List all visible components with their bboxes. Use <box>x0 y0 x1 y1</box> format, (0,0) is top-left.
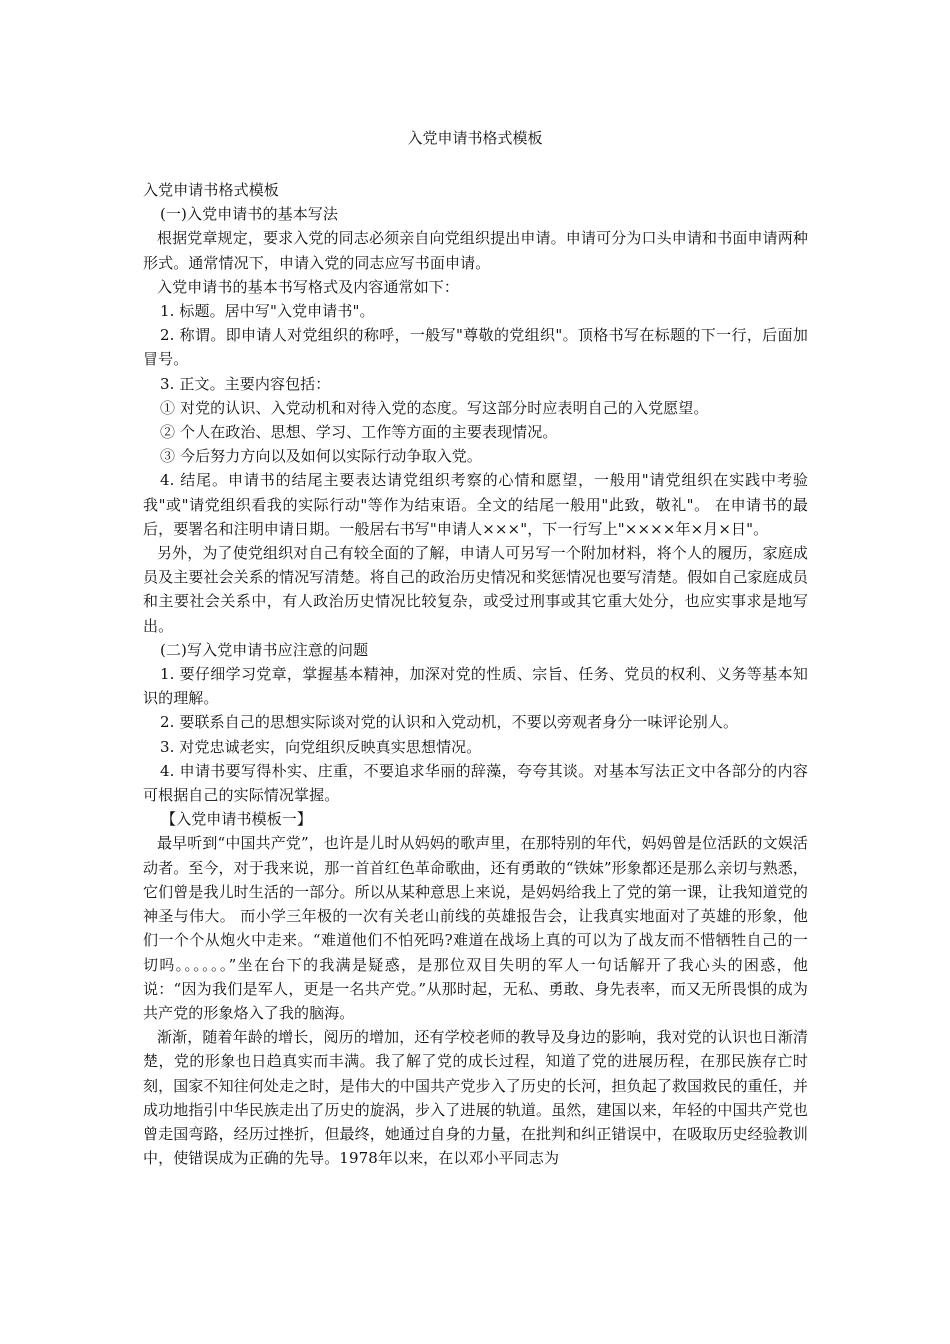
template-heading: 【入党申请书模板一】 <box>161 810 313 829</box>
list-item: 2. 要联系自己的思想实际谈对党的认识和入党动机，不要以旁观者身分一味评论别人。 <box>160 713 739 732</box>
list-item: ② 个人在政治、思想、学习、工作等方面的主要表现情况。 <box>160 423 558 442</box>
list-item: ③ 今后努力方向以及如何以实际行动争取入党。 <box>160 447 482 466</box>
document-title: 入党申请书格式模板 <box>407 129 543 147</box>
paragraph: 根据党章规定，要求入党的同志必须亲自向党组织提出申请。申请可分为口头申请和书面申请两种形式。通常情况下，申请入党的同志应写书面申请。 <box>143 229 808 272</box>
list-item: 3. 正文。主要内容包括： <box>160 374 331 393</box>
document-body <box>143 178 808 1170</box>
paragraph: 最早听到“中国共产党”，也许是儿时从妈妈的歌声里，在那特别的年代，妈妈曾是位活跃的文娱活动者。至今，对于我来说，那一首首红色革命歌曲，还有勇敢的“铁妹”形象都还是那么亲切与熟悉，它们曾是我儿时生活的一部分。所以从某种意思上来说，是妈妈给我上了党的第一课，让我知道党的神圣与伟大。 而小学三年极的一次有关老山前线的英雄报告会，让我真实地面对了英雄的形象，他们一个个从炮火中走来。“难道他们不怕死吗?难道在战场上真的可以为了战友而不惜牺牲自己的一切吗。。。。。。”坐在台下的我满是疑惑，是那位双目失明的军人一句话解开了我心头的困惑，他说：“因为我们是军人，更是一名共产党。”从那时起，无私、勇敢、身先表率，而又无所畏惧的成为共产党的形象烙入了我的脑海。 <box>143 834 808 1022</box>
list-item: 3. 对党忠诚老实，向党组织反映真实思想情况。 <box>160 737 482 756</box>
list-item: 2. 称谓。即申请人对党组织的称呼，一般写"尊敬的党组织"。顶格书写在标题的下一行，后面加冒号。 <box>143 326 808 369</box>
section-heading-2: (二)写入党申请书应注意的问题 <box>160 640 369 659</box>
body-heading: 入党申请书格式模板 <box>143 181 279 199</box>
section-heading-1: (一)入党申请书的基本写法 <box>160 205 339 224</box>
paragraph: 渐渐，随着年龄的增长，阅历的增加，还有学校老师的教导及身边的影响，我对党的认识也日渐清楚，党的形象也日趋真实而丰满。我了解了党的成长过程，知道了党的进展历程，在那民族存亡时刻，国家不知往何处走之时，是伟大的中国共产党步入了历史的长河，担负起了救国救民的重任，并成功地指引中华民族走出了历史的旋涡，步入了进展的轨道。虽然，建国以来，年轻的中国共产党也曾走国弯路，经历过挫折，但最终，她通过自身的力量，在批判和纠正错误中，在吸取历史经验教训中，使错误成为正确的先导。1978年以来，在以邓小平同志为 <box>143 1028 808 1168</box>
paragraph: 另外，为了使党组织对自己有较全面的了解，申请人可另写一个附加材料，将个人的履历，家庭成员及主要社会关系的情况写清楚。将自己的政治历史情况和奖惩情况也要写清楚。假如自己家庭成员和主要社会关系中，有人政治历史情况比较复杂，或受过刑事或其它重大处分，也应实事求是地写出。 <box>143 544 808 635</box>
paragraph: 入党申请书的基本书写格式及内容通常如下： <box>157 277 460 296</box>
list-item: 1. 要仔细学习党章，掌握基本精神，加深对党的性质、宗旨、任务、党员的权利、义务等基本知识的理解。 <box>143 665 808 708</box>
list-item: 4. 申请书要写得朴实、庄重，不要追求华丽的辞藻，夸夸其谈。对基本写法正文中各部分的内容可根据自己的实际情况掌握。 <box>143 761 808 805</box>
list-item: 1. 标题。居中写"入党申请书"。 <box>160 302 375 321</box>
list-item: ① 对党的认识、入党动机和对待入党的态度。写这部分时应表明自己的入党愿望。 <box>160 398 709 417</box>
list-item: 4. 结尾。申请书的结尾主要表达请党组织考察的心情和愿望，一般用"请党组织在实践中考验我"或"请党组织看我的实际行动"等作为结束语。全文的结尾一般用"此致，敬礼"。 在申请书的最后，要署名和注明申请日期。一般居右书写"申请人×××"，下一行写上"××××年×月×日"。 <box>143 471 808 538</box>
